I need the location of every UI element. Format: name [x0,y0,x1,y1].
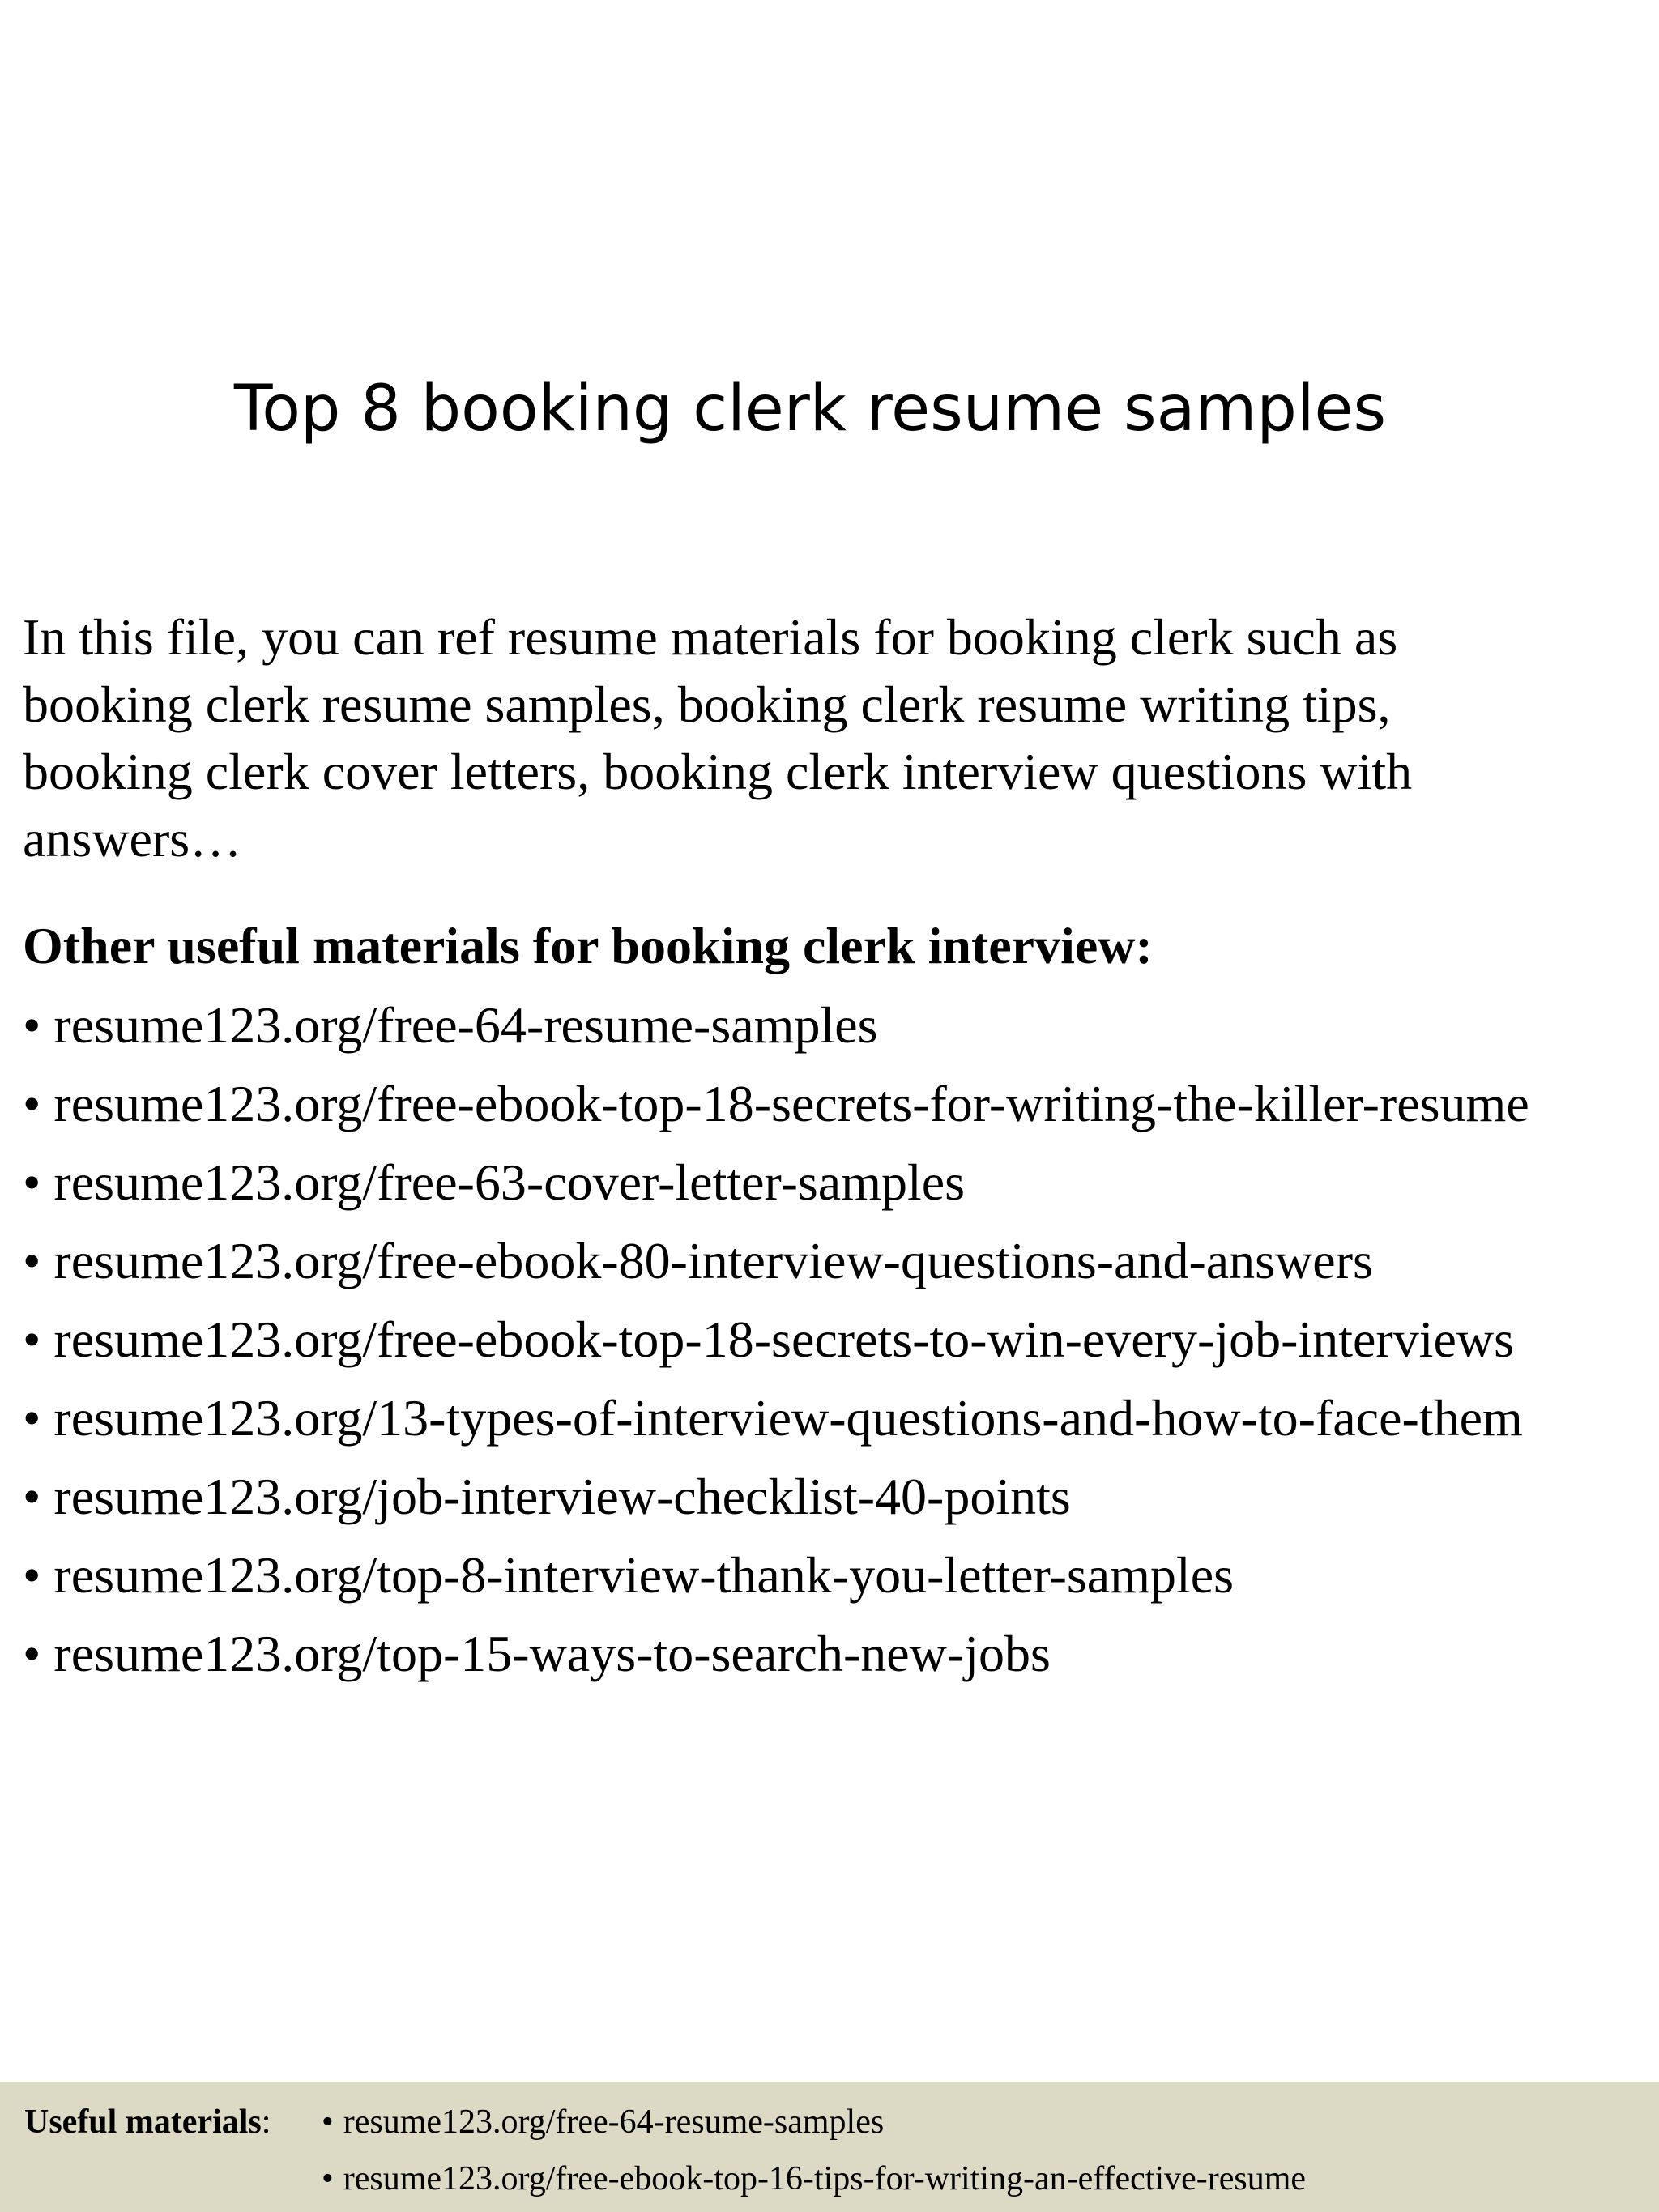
material-link[interactable]: resume123.org/free-64-resume-samples [53,996,878,1054]
materials-link-list [23,986,1529,1693]
footer-label-separator: : [261,2103,271,2141]
list-item [322,2154,1306,2211]
list-item [23,1379,1529,1457]
footer-link-list [322,2098,1306,2211]
footer-link[interactable]: resume123.org/free-ebook-top-16-tips-for-writing-an-effective-resume [343,2160,1307,2197]
intro-line: answers… [23,810,242,867]
intro-line: booking clerk resume samples, booking clerk resume writing tips, [23,676,1391,733]
intro-line: In this file, you can ref resume materials for booking clerk such as [23,608,1398,666]
bullet-icon: • [23,1546,41,1604]
material-link[interactable]: resume123.org/free-ebook-80-interview-questions-and-answers [53,1232,1373,1289]
page-title: Top 8 booking clerk resume samples [233,373,1387,445]
materials-heading: Other useful materials for booking clerk interview: [23,917,1153,974]
footer-label-text: Useful materials [24,2103,262,2141]
footer-link[interactable]: resume123.org/free-64-resume-samples [343,2103,885,2141]
list-item [322,2098,1306,2154]
bullet-icon: • [23,1389,41,1447]
list-item [23,1064,1529,1143]
bullet-icon: • [23,1625,41,1682]
footer-label [24,2098,271,2146]
bullet-icon: • [23,1232,41,1289]
bullet-icon: • [322,2103,334,2141]
material-link[interactable]: resume123.org/top-8-interview-thank-you-letter-samples [53,1546,1235,1604]
intro-line: booking clerk cover letters, booking clerk interview questions with [23,743,1413,800]
list-item [23,1300,1529,1379]
bullet-icon: • [23,1075,41,1132]
list-item [23,986,1529,1064]
bullet-icon: • [23,1311,41,1368]
list-item [23,1614,1529,1693]
bullet-icon: • [322,2160,334,2197]
list-item [23,1221,1529,1300]
list-item [23,1457,1529,1536]
material-link[interactable]: resume123.org/top-15-ways-to-search-new-jobs [53,1625,1051,1682]
material-link[interactable]: resume123.org/free-ebook-top-18-secrets-to-win-every-job-interviews [53,1311,1514,1368]
material-link[interactable]: resume123.org/free-ebook-top-18-secrets-for-writing-the-killer-resume [53,1075,1529,1132]
list-item [23,1536,1529,1614]
intro-paragraph [23,603,1610,872]
material-link[interactable]: resume123.org/job-interview-checklist-40-points [53,1468,1071,1525]
list-item [23,1143,1529,1221]
footer-bar [0,2082,1659,2212]
material-link[interactable]: resume123.org/13-types-of-interview-questions-and-how-to-face-them [53,1389,1523,1447]
bullet-icon: • [23,1153,41,1211]
bullet-icon: • [23,1468,41,1525]
bullet-icon: • [23,996,41,1054]
material-link[interactable]: resume123.org/free-63-cover-letter-samples [53,1153,966,1211]
